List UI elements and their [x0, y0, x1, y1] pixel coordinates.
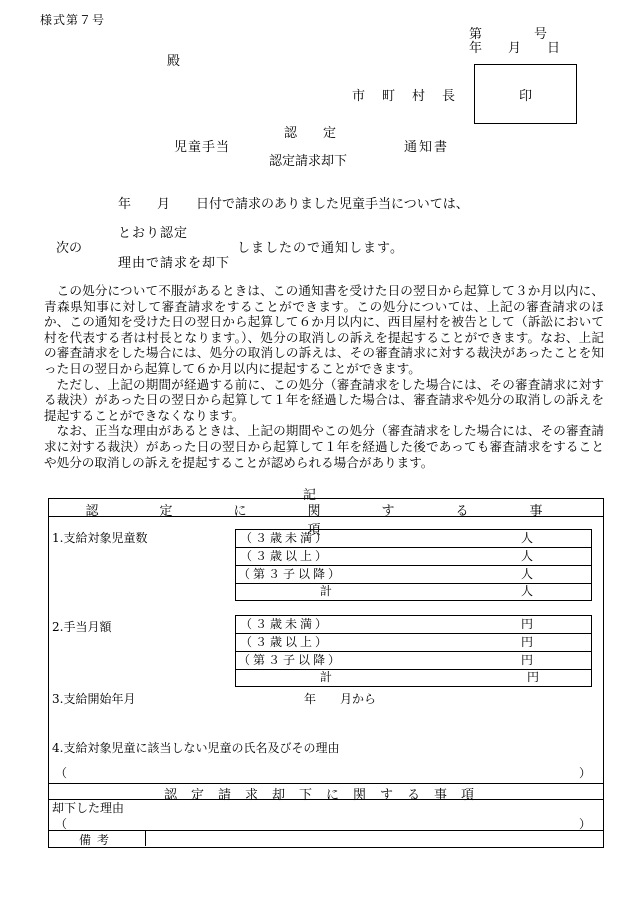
details-table: [48, 498, 604, 848]
row-label: （３歳以上）: [240, 549, 331, 563]
notice-paragraph-1: この処分について不服があるときは、この通知書を受けた日の翌日から起算して３か月以内に、青森県知事に対して審査請求をすることができます。この処分については、上記の審査請求のほか、この通知を受けた日の翌日から起算して６か月以内に、西目屋村を被告として（訴訟において村を代表する者は村長となります。）、処分の取消しの訴えを提起することができます。なお、上記の審査請求をした場合には、処分の取消しの訴えは、その審査請求に対する裁決があったことを知った日の翌日から起算して６か月以内に提起することができます。: [44, 283, 604, 376]
item4-open-paren: （: [55, 766, 68, 780]
item4-close-paren: ）: [579, 766, 592, 780]
notice-paragraph-2: ただし、上記の期間が経過する前に、この処分（審査請求をした場合には、その審査請求に対する裁決）があった日の翌日から起算して１年を経過した場合は、審査請求や処分の取消しの訴えを提起することができなくなります。: [44, 376, 604, 423]
item2-label: 2.手当月額: [52, 620, 112, 634]
child-count-box: [235, 529, 592, 601]
item4-label: 4.支給対象児童に該当しない児童の氏名及びその理由: [52, 741, 340, 755]
child-count-row: [236, 530, 591, 547]
title-reject: 認定請求却下: [269, 154, 348, 169]
row-unit: 円: [527, 670, 540, 684]
seal-label: 印: [518, 88, 532, 104]
intro-option-approve: とおり認定: [118, 226, 189, 241]
intro-option-reject: 理由で請求を却下: [118, 256, 231, 271]
mayor-label: 市 町 村 長: [352, 89, 458, 104]
row-unit: 円: [521, 617, 534, 631]
title-child-allowance: 児童手当: [174, 140, 231, 155]
addressee-suffix: 殿: [167, 54, 181, 69]
row-label: （第３子以降）: [238, 653, 344, 667]
appeal-notice: [44, 283, 604, 470]
child-count-row: [236, 548, 591, 565]
amount-row: [236, 616, 591, 633]
monthly-amount-box: [235, 615, 592, 687]
item3-label: 3.支給開始年月: [52, 692, 136, 706]
row-label: 計: [320, 670, 336, 684]
row-label: （３歳未満）: [240, 531, 331, 545]
row-unit: 人: [521, 584, 534, 598]
rejection-open-paren: （: [55, 817, 68, 831]
rejection-reason-label: 却下した理由: [52, 801, 125, 815]
intro-line: 年 月 日付で請求のありました児童手当については、: [118, 197, 469, 212]
row-unit: 人: [521, 549, 534, 563]
row-label: 計: [320, 584, 336, 598]
row-unit: 円: [521, 635, 534, 649]
child-count-total-row: [236, 583, 591, 600]
item1-label: 1.支給対象児童数: [52, 531, 148, 545]
approval-section-header: 認 定 に 関 す る 事 項: [85, 504, 604, 538]
row-unit: 人: [521, 531, 534, 545]
remarks-label: 備考: [79, 833, 116, 847]
rejection-section-header: 認定請求却下に関する事項: [163, 788, 488, 803]
row-unit: 人: [521, 567, 534, 581]
seal-box: [474, 64, 577, 124]
row-label: （第３子以降）: [238, 567, 344, 581]
row-unit: 円: [521, 653, 534, 667]
row-label: （３歳未満）: [240, 617, 331, 631]
row-label: （３歳以上）: [240, 635, 331, 649]
form-number: 様式第７号: [40, 13, 106, 27]
amount-row: [236, 634, 591, 651]
amount-row: [236, 652, 591, 669]
intro-prefix: 次の: [56, 241, 83, 256]
issue-date-label: 年 月 日: [469, 41, 561, 56]
intro-suffix: しましたので通知します。: [237, 241, 404, 256]
rejection-close-paren: ）: [579, 817, 592, 831]
title-notice: 通知書: [404, 140, 450, 155]
amount-total-row: [236, 669, 591, 686]
document-number-label: 第 号: [469, 27, 548, 42]
ki-heading: 記: [303, 488, 317, 503]
notice-paragraph-3: なお、正当な理由があるときは、上記の期間やこの処分（審査請求をした場合には、その審査請求に対する裁決）があった日の翌日から起算して１年を経過した後であっても審査請求をすることや処分の取消しの訴えを提起することが認められる場合があります。: [44, 423, 604, 470]
child-count-row: [236, 566, 591, 583]
title-approve: 認 定: [284, 126, 337, 141]
start-month-value: 年 月から: [304, 692, 377, 706]
